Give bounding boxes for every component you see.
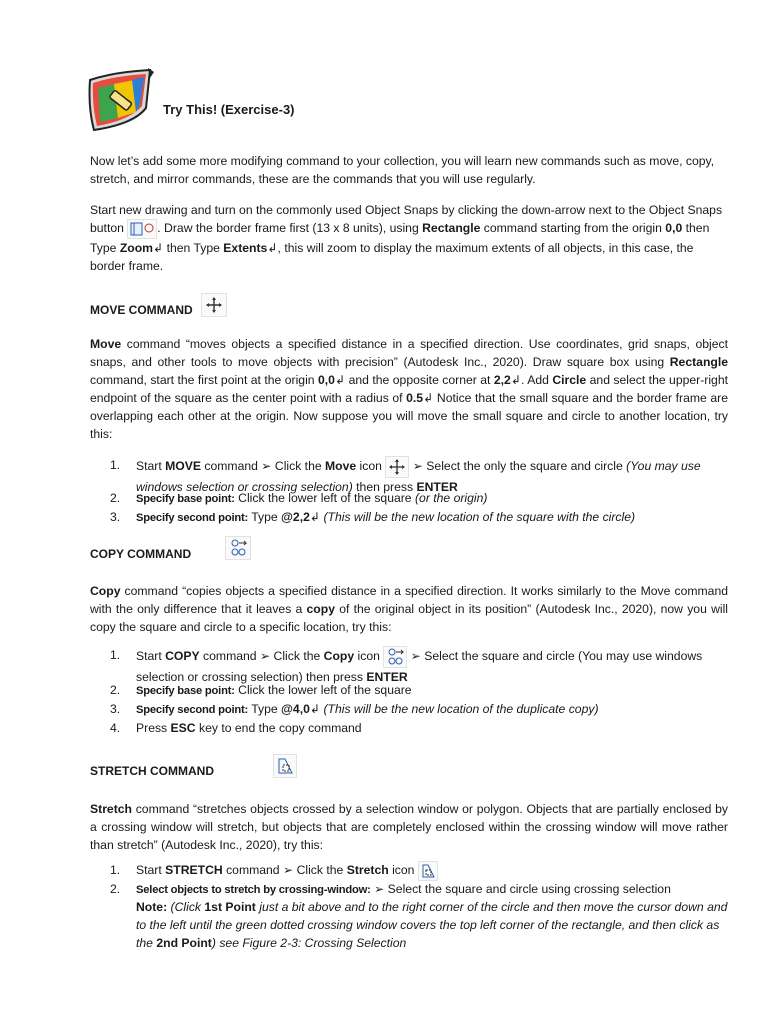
list-item: Specify second point: Type @2,2↲ (This will be the new location of the square with the circle) (136, 510, 636, 524)
list-number: 3. (110, 510, 121, 524)
note-text: Note: (Click 1st Point just a bit above and to the right corner of the circle and then move the cursor down and to the left until the green dotted crossing window covers the top left corner of the rectangle, and then click as the 2nd Point) see Figure 2-3: Crossing Selection (136, 900, 728, 950)
exercise-logo-icon (84, 68, 156, 134)
list-item: Specify second point: Type @4,0↲ (This will be the new location of the duplicate copy) (136, 702, 599, 716)
move-heading: MOVE COMMAND (90, 303, 193, 317)
copy-heading: COPY COMMAND (90, 547, 192, 561)
stretch-heading: STRETCH COMMAND (90, 764, 214, 778)
copy-icon (225, 536, 251, 560)
snaps-paragraph: Start new drawing and turn on the commonly used Object Snaps by clicking the down-arrow next to the Object Snaps button . Draw the border frame first (13 x 8 units), using Rectangle command starting from the origin 0,0 then Type Zoom↲ then Type Extents↲, this will zoom to display the maximum extents of all objects, in this case, the border frame. (90, 203, 723, 273)
stretch-paragraph: Stretch command “stretches objects crossed by a selection window or polygon. Objects that are partially enclosed by a crossing window will stretch, but objects that are completely enclosed within the crossing window will move rather than stretch” (Autodesk Inc., 2020), try this: (90, 802, 728, 852)
list-number: 3. (110, 702, 121, 716)
list-item: Specify base point: Click the lower left of the square (or the origin) (136, 491, 488, 505)
list-item: Start MOVE command ➢ Click the Move icon ➢ Select the only the square and circle (You may use windows selection or crossing selection) then press ENTER (136, 456, 730, 496)
move-icon (201, 293, 227, 317)
list-number: 2. (110, 882, 121, 896)
stretch-icon (418, 861, 438, 881)
list-number: 1. (110, 458, 121, 472)
list-item: Specify base point: Click the lower left of the square (136, 683, 412, 697)
list-number: 1. (110, 863, 121, 877)
list-item: Select objects to stretch by crossing-window: ➢ Select the square and circle using crossing selection (136, 882, 671, 896)
list-number: 2. (110, 683, 121, 697)
copy-icon (383, 646, 407, 668)
list-number: 1. (110, 648, 121, 662)
list-item: Start STRETCH command ➢ Click the Stretch icon (136, 861, 730, 881)
object-snaps-icon (127, 219, 157, 239)
list-number: 4. (110, 721, 121, 735)
move-icon (385, 456, 409, 478)
list-number: 2. (110, 491, 121, 505)
copy-paragraph: Copy command “copies objects a specified distance in a specified direction. It works similarly to the Move command with the only difference that it leaves a copy of the original object in its position” (Autodesk Inc., 2020), now you will copy the square and circle to a specific location, try this: (90, 584, 728, 634)
list-item: Press ESC key to end the copy command (136, 721, 362, 735)
stretch-icon (273, 754, 297, 778)
move-paragraph: Move command “moves objects a specified distance in a specified direction. Use coordinates, grid snaps, object snaps, and other tools to move objects with precision” (Autodesk Inc., 2020). Draw square box using Rectangle command, start the first point at the origin 0,0↲ and the opposite corner at 2,2↲. Add Circle and select the upper-right endpoint of the square as the center point with a radius of 0.5↲ Notice that the small square and the border frame are overlapping each other at the origin. Now suppose you will move the small square and circle to another location, try this: (90, 337, 728, 441)
page-title: Try This! (Exercise-3) (163, 102, 295, 117)
list-item: Start COPY command ➢ Click the Copy icon ➢ Select the square and circle (You may use windows selection or crossing selection) then press ENTER (136, 646, 730, 686)
intro-paragraph: Now let’s add some more modifying command to your collection, you will learn new commands such as move, copy, stretch, and mirror commands, these are the commands that you will use regularly. (90, 154, 715, 186)
